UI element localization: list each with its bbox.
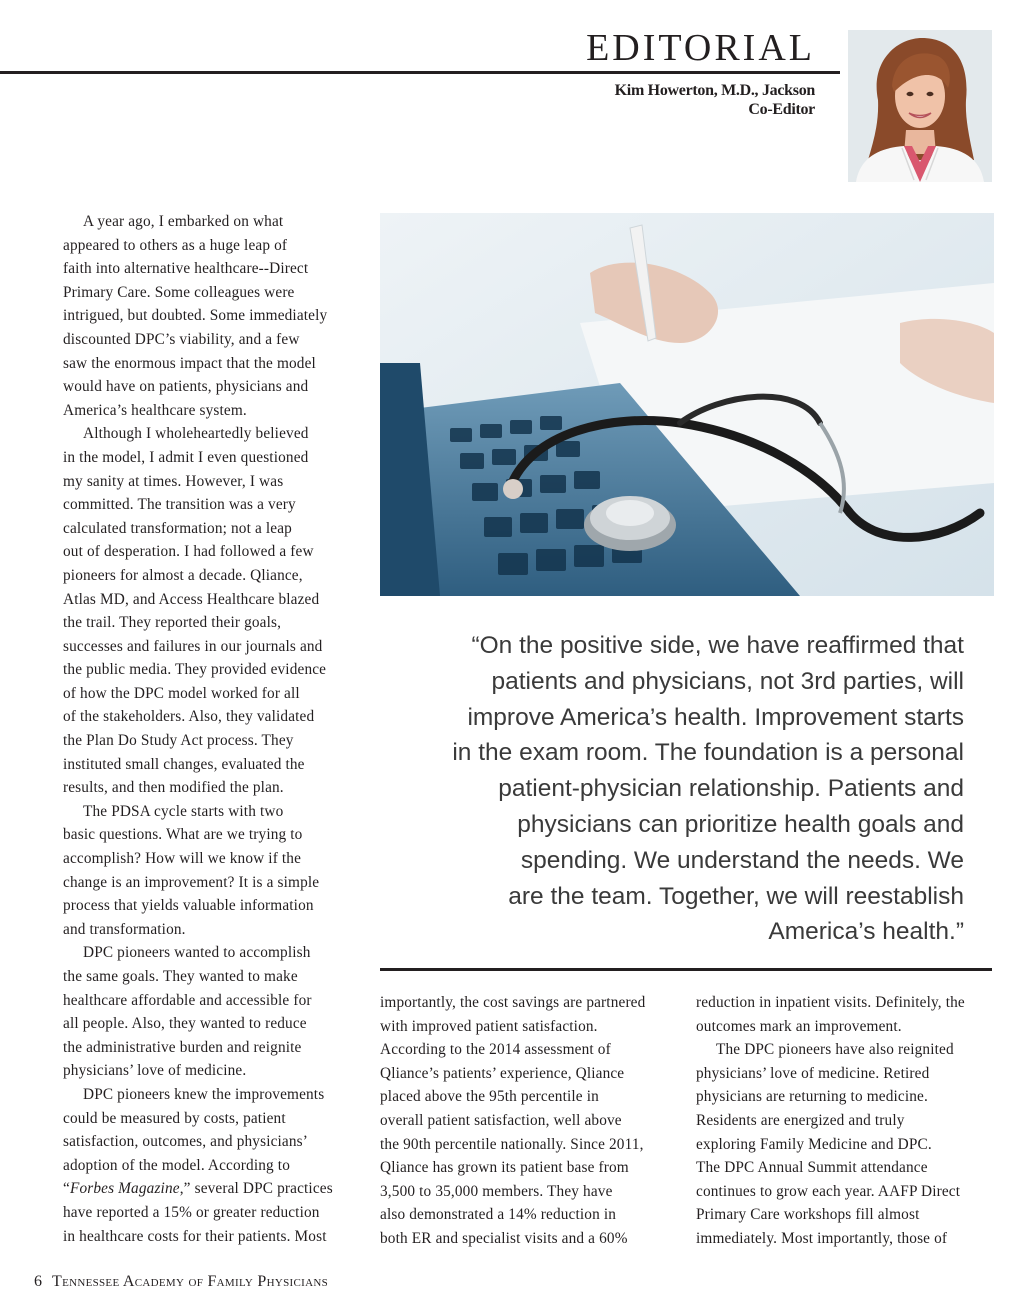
text-line: appeared to others as a huge leap of (63, 236, 288, 254)
text-line: the administrative burden and reignite (63, 1038, 302, 1056)
text-line: basic questions. What are we trying to (63, 826, 303, 844)
text-line: all people. Also, they wanted to reduce (63, 1015, 307, 1033)
text-line: continues to grow each year. AAFP Direct (696, 1182, 961, 1200)
text-line: immediately. Most importantly, those of (696, 1229, 948, 1247)
pull-quote-rule (380, 968, 992, 971)
text-line: physicians are returning to medicine. (696, 1088, 928, 1106)
text-line: instituted small changes, evaluated the (63, 755, 305, 773)
quote-line: are the team. Together, we will reestablish (508, 882, 964, 910)
text-line: faith into alternative healthcare--Direct (63, 260, 309, 278)
page-number: 6 (34, 1273, 42, 1290)
quote-line: “On the positive side, we have reaffirmed that (471, 632, 964, 659)
quote-line: patients and physicians, not 3rd parties, will (491, 667, 964, 695)
text-line: intrigued, but doubted. Some immediately (63, 307, 328, 325)
quote-line: spending. We understand the needs. We (520, 846, 964, 874)
body-column-2 (380, 991, 680, 1251)
text-line: Qliance’s patients’ experience, Qliance (380, 1064, 625, 1082)
text-line: 3,500 to 35,000 members. They have (380, 1182, 613, 1200)
text-line: discounted DPC’s viability, and a few (63, 330, 300, 348)
page-footer (34, 1273, 328, 1291)
text-line: the Plan Do Study Act process. They (63, 732, 294, 750)
text-line: results, and then modified the plan. (63, 779, 284, 797)
text-line: committed. The transition was a very (63, 496, 296, 514)
text-line: The DPC pioneers have also reignited (716, 1041, 954, 1059)
text-line: could be measured by costs, patient (63, 1109, 286, 1127)
quote-line: improve America’s health. Improvement starts (467, 703, 964, 731)
text-line: importantly, the cost savings are partnered (380, 994, 646, 1011)
publication-name: Tennessee Academy of Family Physicians (52, 1273, 328, 1290)
text-line: and transformation. (63, 920, 186, 938)
author-portrait (848, 30, 992, 182)
text-line: also demonstrated a 14% reduction in (380, 1206, 617, 1224)
text-line: would have on patients, physicians and (63, 378, 309, 396)
section-title: EDITORIAL (586, 27, 815, 69)
text-line: placed above the 95th percentile in (380, 1088, 599, 1106)
pull-quote (392, 628, 964, 950)
text-line: the public media. They provided evidence (63, 661, 327, 679)
text-line: in the model, I admit I even questioned (63, 448, 309, 466)
text-line: “Forbes Magazine,” several DPC practices (63, 1180, 333, 1198)
body-column-1 (63, 210, 363, 1248)
author-name: Kim Howerton, M.D., Jackson (614, 82, 815, 99)
author-role: Co-Editor (748, 101, 815, 118)
text-line: calculated transformation; not a leap (63, 519, 292, 537)
byline (615, 81, 815, 119)
text-line: healthcare affordable and accessible for (63, 991, 312, 1009)
text-line: physicians’ love of medicine. (63, 1062, 247, 1080)
text-line: DPC pioneers wanted to accomplish (83, 944, 311, 962)
quote-line: physicians can prioritize health goals and (517, 810, 964, 838)
body-column-3 (696, 991, 996, 1251)
text-line: Primary Care workshops fill almost (696, 1206, 920, 1224)
text-line: A year ago, I embarked on what (83, 213, 284, 230)
text-line: According to the 2014 assessment of (380, 1041, 611, 1059)
quote-line: patient-physician relationship. Patients and (498, 775, 964, 803)
text-line: process that yields valuable information (63, 897, 314, 915)
text-line: out of desperation. I had followed a few (63, 543, 314, 561)
text-line: saw the enormous impact that the model (63, 354, 316, 372)
text-line: Although I wholeheartedly believed (83, 425, 309, 443)
text-line: outcomes mark an improvement. (696, 1017, 902, 1035)
text-line: physicians’ love of medicine. Retired (696, 1064, 930, 1082)
text-line: my sanity at times. However, I was (63, 472, 284, 490)
text-line: The DPC Annual Summit attendance (696, 1159, 928, 1177)
text-line: the trail. They reported their goals, (63, 614, 282, 632)
stethoscope-laptop-photo (380, 213, 994, 596)
text-line: have reported a 15% or greater reduction (63, 1203, 320, 1221)
text-line: America’s healthcare system. (63, 401, 247, 419)
text-line: with improved patient satisfaction. (380, 1017, 598, 1035)
text-line: both ER and specialist visits and a 60% (380, 1229, 628, 1247)
text-line: overall patient satisfaction, well above (380, 1111, 622, 1129)
text-line: Qliance has grown its patient base from (380, 1159, 629, 1177)
quote-line: America’s health.” (768, 918, 964, 946)
text-line: Atlas MD, and Access Healthcare blazed (63, 590, 320, 608)
text-line: of the stakeholders. Also, they validated (63, 708, 315, 726)
quote-line: in the exam room. The foundation is a personal (452, 739, 964, 767)
text-line: accomplish? How will we know if the (63, 850, 302, 868)
text-line: adoption of the model. According to (63, 1156, 291, 1174)
text-line: Primary Care. Some colleagues were (63, 283, 295, 301)
text-line: Residents are energized and truly (696, 1111, 905, 1129)
text-line: successes and failures in our journals and (63, 637, 323, 655)
text-line: of how the DPC model worked for all (63, 684, 300, 702)
text-line: the 90th percentile nationally. Since 2011, (380, 1135, 644, 1153)
text-line: in healthcare costs for their patients. Most (63, 1227, 327, 1245)
text-line: The PDSA cycle starts with two (83, 802, 284, 820)
text-line: the same goals. They wanted to make (63, 968, 298, 985)
header-rule (0, 71, 840, 74)
text-line: satisfaction, outcomes, and physicians’ (63, 1133, 309, 1151)
text-line: pioneers for almost a decade. Qliance, (63, 566, 303, 584)
text-line: exploring Family Medicine and DPC. (696, 1135, 932, 1153)
text-line: DPC pioneers knew the improvements (83, 1085, 325, 1103)
text-line: reduction in inpatient visits. Definitely, the (696, 994, 965, 1011)
text-line: change is an improvement? It is a simple (63, 873, 320, 891)
